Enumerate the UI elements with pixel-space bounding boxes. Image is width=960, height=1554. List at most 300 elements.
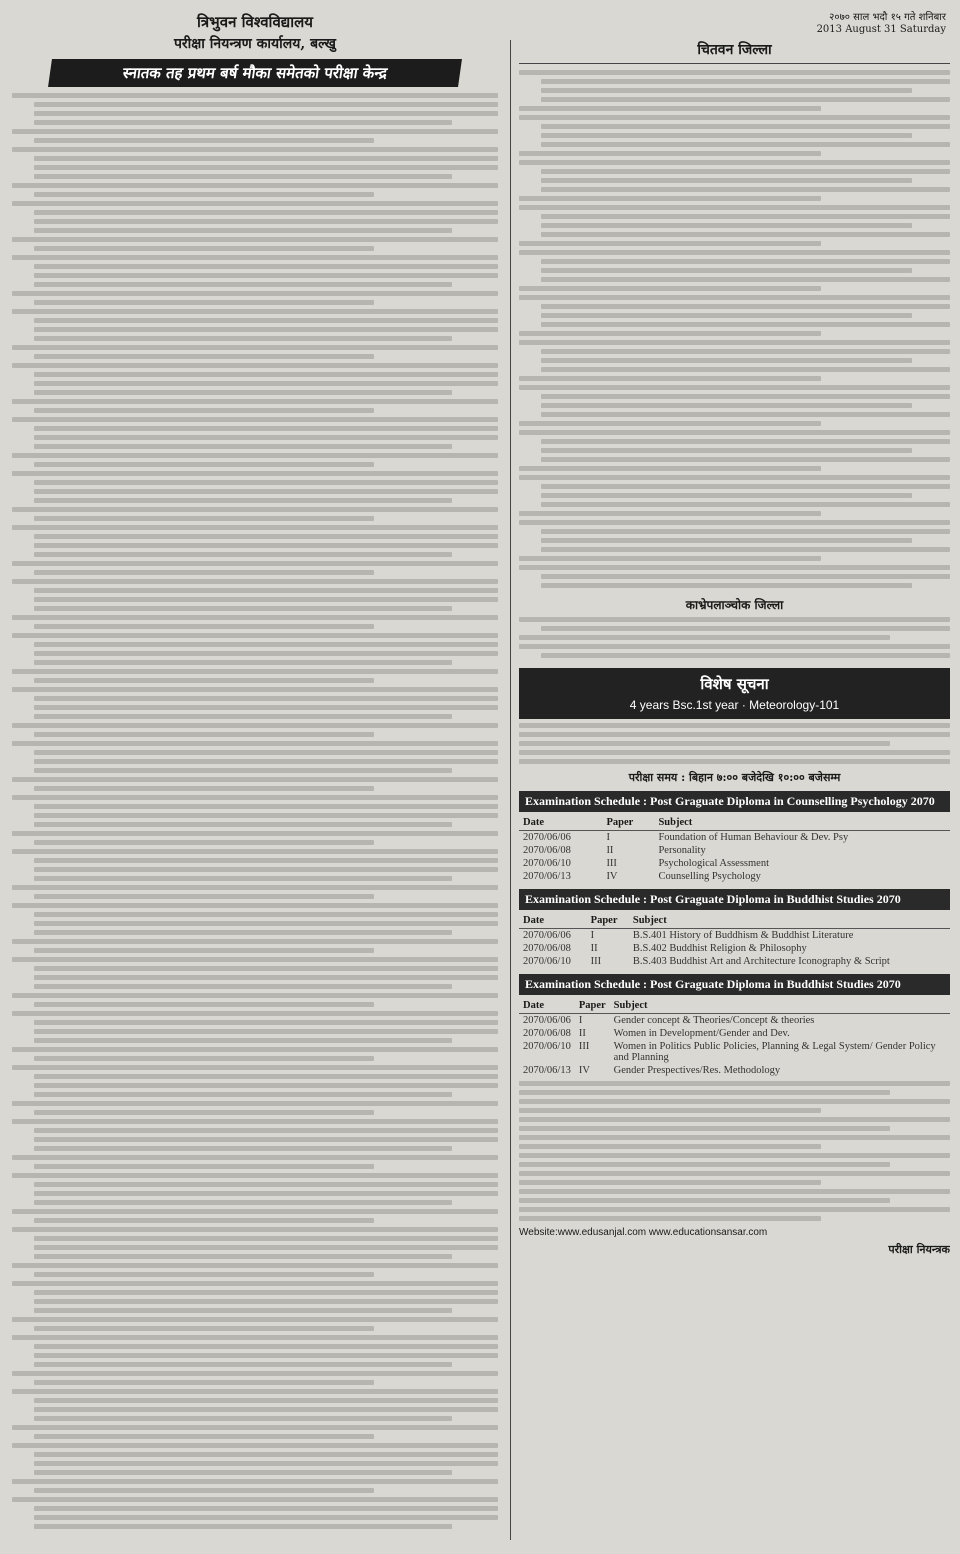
text-line <box>34 1200 452 1205</box>
text-line <box>541 367 950 372</box>
schedule-cell-paper: II <box>590 943 598 954</box>
text-line <box>34 444 452 449</box>
text-line <box>12 1281 498 1286</box>
text-line <box>12 741 498 746</box>
text-line <box>12 831 498 836</box>
schedule-cell-subject: Personality <box>658 845 706 856</box>
text-line <box>34 372 498 377</box>
text-line <box>12 1317 498 1322</box>
text-line <box>12 291 498 296</box>
text-line <box>541 187 950 192</box>
text-line <box>34 534 498 539</box>
text-line <box>12 993 498 998</box>
text-line <box>12 1335 498 1340</box>
text-line <box>519 1135 950 1140</box>
text-line <box>34 651 498 656</box>
text-line <box>541 133 912 138</box>
text-line <box>34 912 498 917</box>
schedule-cell-paper: I <box>590 930 595 941</box>
text-line <box>12 777 498 782</box>
text-line <box>12 633 498 638</box>
text-line <box>12 1389 498 1394</box>
text-line <box>541 79 950 84</box>
text-line <box>12 903 498 908</box>
text-line <box>541 178 912 183</box>
dateline-nepali: २०७० साल भदौ १५ गते शनिबार <box>829 12 946 23</box>
text-line <box>519 250 950 255</box>
schedule-cell-paper: II <box>578 1028 586 1039</box>
text-line <box>34 1407 498 1412</box>
text-line <box>34 597 498 602</box>
text-line <box>34 1461 498 1466</box>
schedule-cell-date: 2070/06/13 <box>523 1065 571 1076</box>
text-line <box>34 228 452 233</box>
schedule-header-paper: Paper <box>602 815 654 831</box>
text-line <box>541 268 912 273</box>
text-line <box>519 1117 950 1122</box>
text-line <box>34 768 452 773</box>
schedule-cell-subject: B.S.403 Buddhist Art and Architecture Iconography & Script <box>632 956 890 967</box>
text-line <box>34 498 452 503</box>
text-line <box>12 885 498 890</box>
text-line <box>12 795 498 800</box>
text-line <box>12 1101 498 1106</box>
text-line <box>34 1488 374 1493</box>
text-line <box>34 1524 452 1529</box>
text-line <box>34 570 374 575</box>
text-line <box>34 480 498 485</box>
text-line <box>12 615 498 620</box>
text-line <box>34 750 498 755</box>
schedule-cell-subject: Psychological Assessment <box>658 858 770 869</box>
text-line <box>12 1209 498 1214</box>
text-line <box>34 156 498 161</box>
schedule-cell-paper: III <box>578 1041 590 1052</box>
text-line <box>34 120 452 125</box>
text-line <box>12 201 498 206</box>
table-row <box>519 929 950 943</box>
text-line <box>34 1506 498 1511</box>
text-line <box>519 430 950 435</box>
text-line <box>12 561 498 566</box>
text-line <box>34 435 498 440</box>
text-line <box>34 336 452 341</box>
text-line <box>12 723 498 728</box>
text-line <box>541 169 950 174</box>
text-line <box>34 894 374 899</box>
schedule-cell-date: 2070/06/06 <box>523 930 571 941</box>
text-line <box>34 705 498 710</box>
text-line <box>541 259 950 264</box>
schedule-cell-date: 2070/06/10 <box>523 956 571 967</box>
text-line <box>12 1119 498 1124</box>
text-line <box>541 448 912 453</box>
text-line <box>34 1182 498 1187</box>
schedule-cell-paper: III <box>606 858 617 869</box>
text-line <box>519 1198 890 1203</box>
dateline-english: 2013 August 31 Saturday <box>816 24 946 35</box>
notice-subject: Meteorology-101 <box>749 698 840 712</box>
text-line <box>519 196 821 201</box>
schedule-cell-subject: Foundation of Human Behaviour & Dev. Psy <box>658 832 849 843</box>
schedule-header-date: Date <box>519 913 587 929</box>
schedule-cell-subject: Gender Prespectives/Res. Methodology <box>613 1065 781 1076</box>
text-line <box>12 1371 498 1376</box>
notice-course: 4 years Bsc.1st year <box>629 698 739 712</box>
text-line <box>12 471 498 476</box>
text-line <box>34 210 498 215</box>
text-line <box>519 160 950 165</box>
text-line <box>34 408 374 413</box>
text-line <box>34 543 498 548</box>
text-line <box>519 511 821 516</box>
text-line <box>519 732 950 737</box>
text-line <box>34 732 374 737</box>
schedule-title: Examination Schedule : Post Graguate Diploma in Buddhist Studies 2070 <box>519 889 950 910</box>
text-line <box>34 714 452 719</box>
text-line <box>34 786 374 791</box>
table-row <box>519 857 950 870</box>
text-line <box>34 813 498 818</box>
text-line <box>12 1263 498 1268</box>
text-line <box>541 124 950 129</box>
schedules <box>519 791 950 1077</box>
text-line <box>12 417 498 422</box>
schedule-cell-paper: IV <box>578 1065 590 1076</box>
text-line <box>34 390 452 395</box>
right-column <box>510 40 950 1540</box>
text-line <box>519 556 821 561</box>
text-line <box>519 1180 821 1185</box>
text-line <box>519 644 950 649</box>
schedule-cell-date: 2070/06/10 <box>523 1041 571 1052</box>
text-line <box>34 804 498 809</box>
text-line <box>34 552 452 557</box>
text-line <box>541 358 912 363</box>
schedule-cell-date: 2070/06/10 <box>523 858 571 869</box>
schedule-cell-date: 2070/06/08 <box>523 943 571 954</box>
kavre-list <box>519 617 950 658</box>
schedule-cell-subject: Gender concept & Theories/Concept & theories <box>613 1015 815 1026</box>
text-line <box>34 948 374 953</box>
text-line <box>34 1434 374 1439</box>
website-line: Website:www.edusanjal.com www.educationsansar.com <box>519 1227 768 1238</box>
district2-heading: काभ्रेपलाञ्चोक जिल्ला <box>685 598 784 612</box>
schedule-table <box>519 815 950 883</box>
text-line <box>519 115 950 120</box>
text-line <box>12 1443 498 1448</box>
text-line <box>519 1207 950 1212</box>
text-line <box>541 412 950 417</box>
text-line <box>519 295 950 300</box>
text-line <box>34 1254 452 1259</box>
schedule-cell-date: 2070/06/13 <box>523 871 571 882</box>
text-line <box>541 142 950 147</box>
schedule-cell-paper: I <box>578 1015 583 1026</box>
text-line <box>12 687 498 692</box>
text-line <box>12 579 498 584</box>
text-line <box>541 349 950 354</box>
text-line <box>541 322 950 327</box>
text-line <box>34 1344 498 1349</box>
text-line <box>34 1020 498 1025</box>
text-line <box>34 1416 452 1421</box>
text-line <box>34 1362 452 1367</box>
text-line <box>541 88 912 93</box>
text-line <box>519 340 950 345</box>
text-line <box>34 300 374 305</box>
text-line <box>34 219 498 224</box>
text-line <box>519 723 950 728</box>
text-line <box>541 313 912 318</box>
text-line <box>519 1126 890 1131</box>
text-line <box>34 1191 498 1196</box>
text-line <box>12 93 498 98</box>
table-row <box>519 831 950 845</box>
text-line <box>541 626 950 631</box>
text-line <box>34 1137 498 1142</box>
text-line <box>12 1497 498 1502</box>
text-line <box>519 286 821 291</box>
text-line <box>34 327 498 332</box>
text-line <box>34 1308 452 1313</box>
text-line <box>519 475 950 480</box>
schedule-cell-date: 2070/06/06 <box>523 832 571 843</box>
text-line <box>519 421 821 426</box>
text-line <box>12 1011 498 1016</box>
table-row <box>519 955 950 968</box>
text-line <box>541 214 950 219</box>
text-line <box>541 493 912 498</box>
schedule-header-subject: Subject <box>610 998 950 1014</box>
text-line <box>519 741 890 746</box>
text-line <box>34 1083 498 1088</box>
text-line <box>12 669 498 674</box>
text-line <box>519 565 950 570</box>
text-line <box>34 1146 452 1151</box>
text-line <box>519 1162 890 1167</box>
text-line <box>12 1047 498 1052</box>
special-notice-title: विशेष सूचना <box>700 675 769 693</box>
text-line <box>519 331 821 336</box>
text-line <box>541 277 950 282</box>
instructions <box>519 1081 950 1221</box>
table-row <box>519 844 950 857</box>
text-line <box>12 237 498 242</box>
schedule-table <box>519 913 950 968</box>
text-line <box>12 957 498 962</box>
text-line <box>12 1155 498 1160</box>
text-line <box>34 1452 498 1457</box>
text-line <box>12 183 498 188</box>
special-notice-text: 4 years Bsc.1st year · Meteorology-101 <box>629 698 840 712</box>
text-line <box>519 1171 950 1176</box>
left-body-text <box>12 93 498 1529</box>
schedule-header-subject: Subject <box>629 913 950 929</box>
text-line <box>519 376 821 381</box>
text-line <box>12 1227 498 1232</box>
text-line <box>34 1299 498 1304</box>
notice-body <box>519 723 950 764</box>
text-line <box>34 318 498 323</box>
text-line <box>34 930 452 935</box>
text-line <box>34 462 374 467</box>
text-line <box>34 516 374 521</box>
special-notice <box>519 668 950 719</box>
text-line <box>541 653 950 658</box>
text-line <box>34 1056 374 1061</box>
text-line <box>519 1153 950 1158</box>
text-line <box>12 255 498 260</box>
text-line <box>34 1380 374 1385</box>
text-line <box>34 624 374 629</box>
text-line <box>541 583 912 588</box>
text-line <box>34 192 374 197</box>
text-line <box>34 1218 374 1223</box>
text-line <box>34 1290 498 1295</box>
text-line <box>34 1353 498 1358</box>
text-line <box>519 205 950 210</box>
text-line <box>34 966 498 971</box>
schedule-header-subject: Subject <box>654 815 950 831</box>
text-line <box>519 1099 950 1104</box>
text-line <box>541 304 950 309</box>
text-line <box>12 1065 498 1070</box>
text-line <box>12 939 498 944</box>
text-line <box>34 381 498 386</box>
text-line <box>34 174 452 179</box>
text-line <box>34 975 498 980</box>
text-line <box>34 1002 374 1007</box>
text-line <box>519 106 821 111</box>
text-line <box>34 1398 498 1403</box>
text-line <box>541 529 950 534</box>
text-line <box>541 574 950 579</box>
text-line <box>34 1245 498 1250</box>
schedule-cell-subject: Women in Development/Gender and Dev. <box>613 1028 790 1039</box>
text-line <box>34 1128 498 1133</box>
text-line <box>541 232 950 237</box>
text-line <box>34 354 374 359</box>
text-line <box>12 1425 498 1430</box>
text-line <box>541 223 912 228</box>
text-line <box>541 538 912 543</box>
text-line <box>34 1164 374 1169</box>
signoff: परीक्षा नियन्त्रक <box>888 1243 950 1256</box>
schedule-cell-subject: B.S.402 Buddhist Religion & Philosophy <box>632 943 807 954</box>
table-row <box>519 1014 950 1028</box>
schedule-cell-date: 2070/06/06 <box>523 1015 571 1026</box>
text-line <box>541 502 950 507</box>
text-line <box>519 635 890 640</box>
schedule-cell-paper: I <box>606 832 610 843</box>
text-line <box>12 129 498 134</box>
text-line <box>12 453 498 458</box>
schedule-table <box>519 998 950 1077</box>
text-line <box>34 165 498 170</box>
schedule-header-date: Date <box>519 998 575 1014</box>
text-line <box>12 345 498 350</box>
text-line <box>12 525 498 530</box>
text-line <box>34 588 498 593</box>
schedule-header-paper: Paper <box>587 913 629 929</box>
text-line <box>34 1092 452 1097</box>
text-line <box>34 642 498 647</box>
text-line <box>34 696 498 701</box>
schedule-cell-paper: II <box>606 845 614 856</box>
schedule-cell-subject: Counselling Psychology <box>658 871 761 882</box>
text-line <box>34 426 498 431</box>
text-line <box>541 439 950 444</box>
schedule-cell-subject: B.S.401 History of Buddhism & Buddhist Literature <box>632 930 854 941</box>
text-line <box>34 1110 374 1115</box>
text-line <box>34 1038 452 1043</box>
text-line <box>541 403 912 408</box>
text-line <box>34 867 498 872</box>
dateline <box>817 12 946 36</box>
university-title: त्रिभुवन विश्वविद्यालय <box>197 13 313 31</box>
text-line <box>519 750 950 755</box>
schedule-title: Examination Schedule : Post Graguate Diploma in Counselling Psychology 2070 <box>519 791 950 812</box>
text-line <box>34 246 374 251</box>
text-line <box>34 678 374 683</box>
text-line <box>519 759 950 764</box>
text-line <box>34 138 374 143</box>
text-line <box>519 617 950 622</box>
text-line <box>12 849 498 854</box>
text-line <box>541 97 950 102</box>
text-line <box>541 394 950 399</box>
text-line <box>519 1189 950 1194</box>
text-line <box>12 1479 498 1484</box>
schedule-cell-date: 2070/06/08 <box>523 1028 571 1039</box>
table-row <box>519 942 950 955</box>
text-line <box>519 70 950 75</box>
text-line <box>519 1081 950 1086</box>
text-line <box>541 547 950 552</box>
text-line <box>519 1144 821 1149</box>
text-line <box>12 1173 498 1178</box>
chitwan-list <box>519 70 950 588</box>
text-line <box>34 840 374 845</box>
table-row <box>519 1064 950 1077</box>
schedule-title: Examination Schedule : Post Graguate Diploma in Buddhist Studies 2070 <box>519 974 950 995</box>
text-line <box>34 1470 452 1475</box>
text-line <box>12 399 498 404</box>
text-line <box>34 984 452 989</box>
text-line <box>34 1326 374 1331</box>
text-line <box>519 466 821 471</box>
text-line <box>519 520 950 525</box>
text-line <box>34 273 498 278</box>
text-line <box>34 876 452 881</box>
text-line <box>519 1216 821 1221</box>
text-line <box>12 147 498 152</box>
text-line <box>34 822 452 827</box>
text-line <box>34 606 452 611</box>
text-line <box>519 151 821 156</box>
text-line <box>34 1272 374 1277</box>
schedule-cell-date: 2070/06/08 <box>523 845 571 856</box>
text-line <box>519 1108 821 1113</box>
text-line <box>34 660 452 665</box>
text-line <box>519 385 950 390</box>
text-line <box>34 858 498 863</box>
text-line <box>12 363 498 368</box>
schedule-cell-subject: Women in Politics Public Policies, Planning & Legal System/ Gender Policy and Planning <box>613 1041 936 1063</box>
office-title: परीक्षा नियन्त्रण कार्यालय, बल्खु <box>173 36 337 52</box>
notice-banner: स्नातक तह प्रथम बर्ष मौका समेतको परीक्षा केन्द्र <box>48 59 462 87</box>
